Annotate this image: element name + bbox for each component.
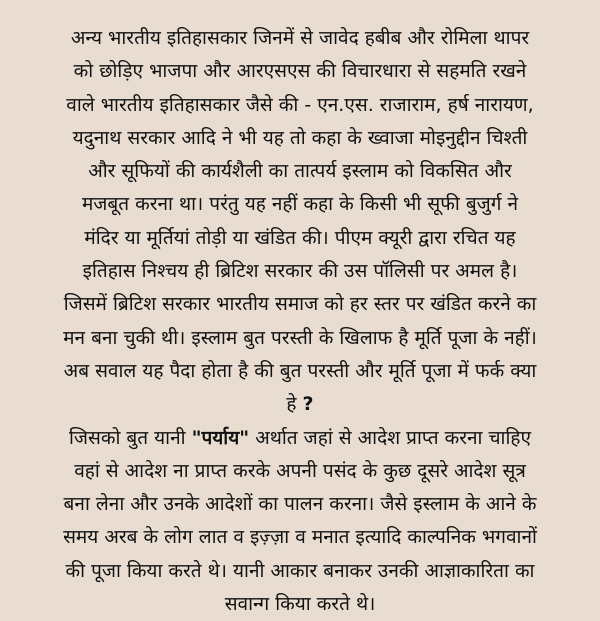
line-start: जिसको बुत यानी: [69, 426, 186, 449]
question-mark: ?: [302, 393, 314, 416]
text-line: वहां से आदेश ना प्राप्त करके अपनी पसंद के कुछ दूसरे आदेश सूत्र: [74, 459, 526, 482]
text-line: बना लेना और उनके आदेशों का पालन करना। जैसे इस्लाम के आने के: [63, 493, 537, 516]
text-line-first: [14, 422, 586, 455]
line-end: अर्थात जहां से आदेश प्राप्त करना चाहिए: [255, 426, 531, 449]
highlighted-term: "पर्याय": [191, 426, 250, 449]
text-line: अन्य भारतीय इतिहासकार जिनमें से जावेद हबीब और रोमिला थापर: [70, 27, 530, 49]
text-line: जिसमें ब्रिटिश सरकार भारतीय समाज को हर स्तर पर खंडित करने का: [63, 293, 537, 316]
text-line: समय अरब के लोग लात व इज़्ज़ा व मनात इत्यादि काल्पनिक भगवानों: [63, 526, 537, 549]
text-line: की पूजा किया करते थे। यानी आकार बनाकर उनकी आज्ञाकारिता का: [65, 559, 535, 582]
text-line: और सूफियों की कार्यशैली का तात्पर्य इस्लाम को विकसित और: [88, 160, 512, 183]
text-line: अब सवाल यह पैदा होता है की बुत परस्ती और मूर्ति पूजा में फर्क क्या: [63, 359, 537, 382]
paragraph-1: [14, 22, 586, 422]
text-line: को छोड़िए भाजपा और आरएसएस की विचारधारा से सहमति रखने: [73, 60, 527, 83]
text-line: मजबूत करना था। परंतु यह नहीं कहा के किसी भी सूफी बुजुर्ग ने: [81, 193, 519, 216]
paragraph-2: [14, 422, 586, 621]
text-line: वाले भारतीय इतिहासकार जैसे की - एन.एस. राजाराम, हर्ष नारायण,: [66, 93, 534, 116]
text-line: मन बना चुकी थी। इस्लाम बुत परस्ती के खिलाफ है मूर्ति पूजा के नहीं।: [63, 326, 537, 349]
final-word: हे: [286, 393, 297, 416]
text-line: सवान्ग किया करते थे।: [224, 593, 376, 616]
text-line: यदुनाथ सरकार आदि ने भी यह तो कहा के ख्वाजा मोइनुद्दीन चिश्ती: [72, 126, 528, 149]
text-line-final: [14, 388, 586, 421]
text-line: इतिहास निश्चय ही ब्रिटिश सरकार की उस पॉलिसी पर अमल है।: [82, 260, 518, 283]
text-line: मंदिर या मूर्तियां तोड़ी या खंडित की। पीएम क्यूरी द्वारा रचित यह: [84, 226, 516, 249]
